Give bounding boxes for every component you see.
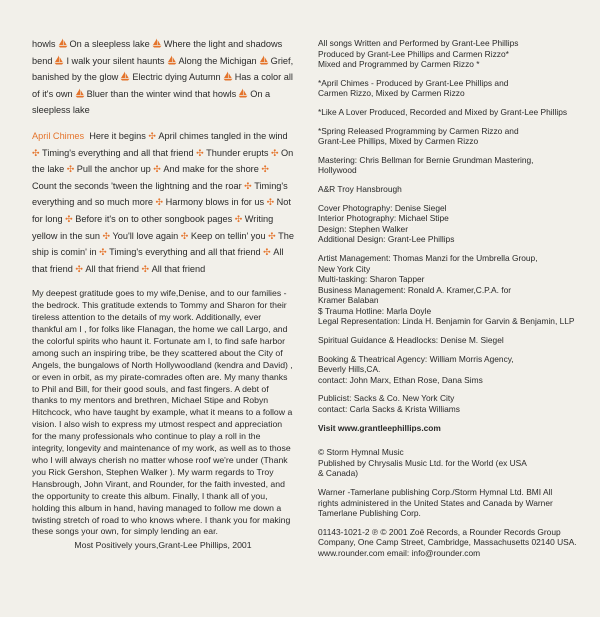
sailboat-icon <box>259 55 269 65</box>
credit-line: Produced by Grant-Lee Phillips and Carmen Rizzo* <box>318 48 509 59</box>
chime-icon: ✣ <box>96 247 110 258</box>
chime-icon: ✣ <box>178 230 191 241</box>
lyric-phrase: Count the seconds 'tween the lightning and the roar <box>32 180 242 191</box>
credits-column <box>318 38 580 567</box>
lyric-phrase: I walk your silent haunts <box>66 55 165 66</box>
lyric-phrase: On a sleepless lake <box>32 88 271 116</box>
chime-icon: ✣ <box>62 213 76 224</box>
chime-icon: ✣ <box>72 263 86 274</box>
chime-icon: ✣ <box>150 164 164 175</box>
credit-line: Interior Photography: Michael Stipe <box>318 213 449 224</box>
credits-publicist <box>318 393 580 414</box>
credit-line: Beverly Hills,CA. <box>318 364 381 375</box>
credit-line: Artist Management: Thomas Manzi for the Umbrella Group, <box>318 252 538 263</box>
credits-spring-released <box>318 126 580 147</box>
credits-writing <box>318 38 580 70</box>
credit-line: $ Trauma Hotline: Marla Doyle <box>318 305 432 316</box>
sailboat-icon <box>120 71 130 81</box>
credit-line: Cover Photography: Denise Siegel <box>318 202 447 213</box>
credit-line: Carmen Rizzo, Mixed by Carmen Rizzo <box>318 88 465 99</box>
credit-line: Business Management: Ronald A. Kramer,C.P.A. for <box>318 284 512 295</box>
credit-line: Company, One Camp Street, Cambridge, Massachusetts 02140 USA. <box>318 537 577 548</box>
credit-line: Hollywood <box>318 165 357 176</box>
lyric-phrase: Along the Michigan <box>178 55 257 66</box>
chime-icon: ✣ <box>264 197 277 208</box>
verse-sleepless-lake <box>32 36 294 119</box>
lyric-phrase: Grief, banished by the glow <box>32 55 294 83</box>
sailboat-icon <box>75 88 85 98</box>
lyric-phrase: Bluer than the winter wind that howls <box>86 88 237 99</box>
credit-line: Grant-Lee Phillips, Mixed by Carmen Rizzo <box>318 136 479 147</box>
chime-icon: ✣ <box>232 213 245 224</box>
lyric-phrase: All that friend <box>151 263 206 274</box>
lyric-phrase: howls <box>32 39 56 49</box>
sailboat-icon <box>152 38 162 48</box>
lyric-phrase: Writing yellow in the sun <box>32 213 274 241</box>
lyric-phrase: Before it's on to other songbook pages <box>75 213 233 224</box>
credit-line: Design: Stephen Walker <box>318 223 408 234</box>
sailboat-icon <box>58 38 68 48</box>
lyric-phrase: Timing's everything and all that friend <box>42 147 194 158</box>
credits-management <box>318 253 580 327</box>
lyric-phrase: April chimes tangled in the wind <box>158 130 288 141</box>
lyric-phrase: On a sleepless lake <box>69 39 150 49</box>
chime-icon: ✣ <box>153 197 166 208</box>
credit-line: contact: John Marx, Ethan Rose, Dana Sims <box>318 374 483 385</box>
lyric-phrase: Timing's everything and so much more <box>32 180 288 208</box>
lyric-phrase: Has a color all of it's own <box>32 72 293 99</box>
chime-icon: ✣ <box>265 230 279 241</box>
credit-line: Multi-tasking: Sharon Tapper <box>318 274 425 285</box>
signature: Most Positively yours,Grant-Lee Phillips, 2001 <box>74 540 252 551</box>
credit-line: & Canada) <box>318 468 359 479</box>
sailboat-icon <box>223 71 233 81</box>
lyric-phrase: Timing's everything and all that friend <box>109 247 261 258</box>
credit-line: New York City <box>318 263 371 274</box>
lyric-phrase: All that friend <box>32 247 284 274</box>
credits-warner <box>318 487 580 519</box>
credit-line: Warner -Tamerlane publishing Corp./Storm Hymnal Ltd. BMI All <box>318 487 553 497</box>
credits-mastering <box>318 155 580 176</box>
credit-line: Booking & Theatrical Agency: William Morris Agency, <box>318 353 514 364</box>
lyrics-column <box>32 36 294 550</box>
credit-line: contact: Carla Sacks & Krista Williams <box>318 404 460 415</box>
lyric-phrase: Here it begins <box>89 130 146 141</box>
chime-icon: ✣ <box>32 147 43 158</box>
credit-line: Tamerlane Publishing Corp. <box>318 508 421 519</box>
chime-icon: ✣ <box>241 180 255 191</box>
credits-like-a-lover <box>318 107 580 118</box>
lyric-phrase: On the lake <box>32 147 294 175</box>
lyric-phrase: The ship is comin' in <box>32 230 294 258</box>
credit-line: 01143-1021-2 ℗ © 2001 Zoë Records, a Rounder Records Group <box>318 526 561 537</box>
song-title: April Chimes <box>32 130 85 141</box>
lyric-phrase: Harmony blows in for us <box>165 197 265 208</box>
credits-label <box>318 527 580 559</box>
lyric-phrase: You'll love again <box>112 230 179 241</box>
credits-april-chimes <box>318 78 580 99</box>
sailboat-icon <box>54 55 64 65</box>
chime-icon: ✣ <box>258 164 269 175</box>
credit-line: Mastering: Chris Bellman for Bernie Grundman Mastering, <box>318 154 534 165</box>
credits-design <box>318 203 580 245</box>
credits-ar: A&R Troy Hansbrough <box>318 183 402 194</box>
chime-icon: ✣ <box>64 164 77 175</box>
chime-icon: ✣ <box>145 130 159 141</box>
lyric-phrase: Electric dying Autumn <box>132 72 221 83</box>
chime-icon: ✣ <box>139 263 152 274</box>
credit-line: www.rounder.com email: info@rounder.com <box>318 547 481 558</box>
chime-icon: ✣ <box>268 147 282 158</box>
lyric-phrase: Thunder erupts <box>206 147 269 158</box>
credit-line: Mixed and Programmed by Carmen Rizzo * <box>318 59 480 70</box>
sailboat-icon <box>167 55 177 65</box>
website-link[interactable]: Visit www.grantleephillips.com <box>318 422 441 433</box>
credits-booking <box>318 354 580 386</box>
chime-icon: ✣ <box>99 230 113 241</box>
lyric-phrase: Where the light and shadows bend <box>32 39 283 66</box>
sailboat-icon <box>238 88 248 98</box>
verse-april-chimes <box>32 128 294 277</box>
credits-spiritual: Spiritual Guidance & Headlocks: Denise M. Siegel <box>318 335 504 346</box>
credit-line: *Like A Lover Produced, Recorded and Mixed by Grant-Lee Phillips <box>318 106 568 117</box>
credit-line: Publicist: Sacks & Co. New York City <box>318 393 455 404</box>
lyric-phrase: And make for the shore <box>163 164 259 175</box>
lyric-phrase: Not for long <box>32 197 291 224</box>
chime-icon: ✣ <box>193 147 207 158</box>
lyric-phrase: Keep on tellin' you <box>190 230 266 241</box>
credit-line: Published by Chrysalis Music Ltd. for the World (ex USA <box>318 457 527 468</box>
credit-line: Legal Representation: Linda H. Benjamin for Garvin & Benjamin, LLP <box>318 316 575 327</box>
lyric-phrase: All that friend <box>85 263 140 274</box>
credit-line: © Storm Hymnal Music <box>318 447 404 458</box>
credit-line: *Spring Released Programming by Carmen Rizzo and <box>318 125 519 136</box>
gratitude-text: My deepest gratitude goes to my wife,Denise, and to our families - the bedrock. This gratitude extends to Tommy and Sharon for their tireless attention to the details of my work. Additionally, ever thankful am I , for folks like Flanagan, the home we call Largo, and the colorful spirits who haunt it. Fortunate am I, to find safe harbor among such an inspiring tribe, be they scattered about the City of Angels, the bungalows of North Hollywoodland (kendra and David) , or even in orbit, as my pirate-comrades often are. My many thanks to Phil and Bill, for their good souls, and fast fingers. A debt of thanks to my mentors and brethren, Michael Stipe and Robyn Hitchcock, who have taught by example, what it means to a follow a vision. I also wish to express my utmost respect and appreciation for the many professionals who continue to play a roll in the integrity, longevity and maintenance of my work, as well as to those who I will always cherish no matter whose roof we're under (Thank you Rick Gershon, Stephen Walker ). My warm regards to Troy Hansbrough, John Virant, and Rounder, for the faith invested, and the opportunity to create this album. Finally, I thank all of you, holding this album in hand, having managed to follow me down a twisting stretch of road to who knows where. I thank you for making these songs your own, for simply lending an ear. <box>32 288 293 537</box>
credit-line: Kramer Balaban <box>318 295 379 306</box>
credit-line: rights administered in the United States and Canada by Warner <box>318 497 553 508</box>
chime-icon: ✣ <box>260 247 274 258</box>
credit-line: Additional Design: Grant-Lee Phillips <box>318 234 455 245</box>
credits-copyright <box>318 447 580 479</box>
credit-line: *April Chimes - Produced by Grant-Lee Phillips and <box>318 77 509 88</box>
lyric-phrase: Pull the anchor up <box>76 164 151 175</box>
credit-line: All songs Written and Performed by Grant-Lee Phillips <box>318 38 519 48</box>
